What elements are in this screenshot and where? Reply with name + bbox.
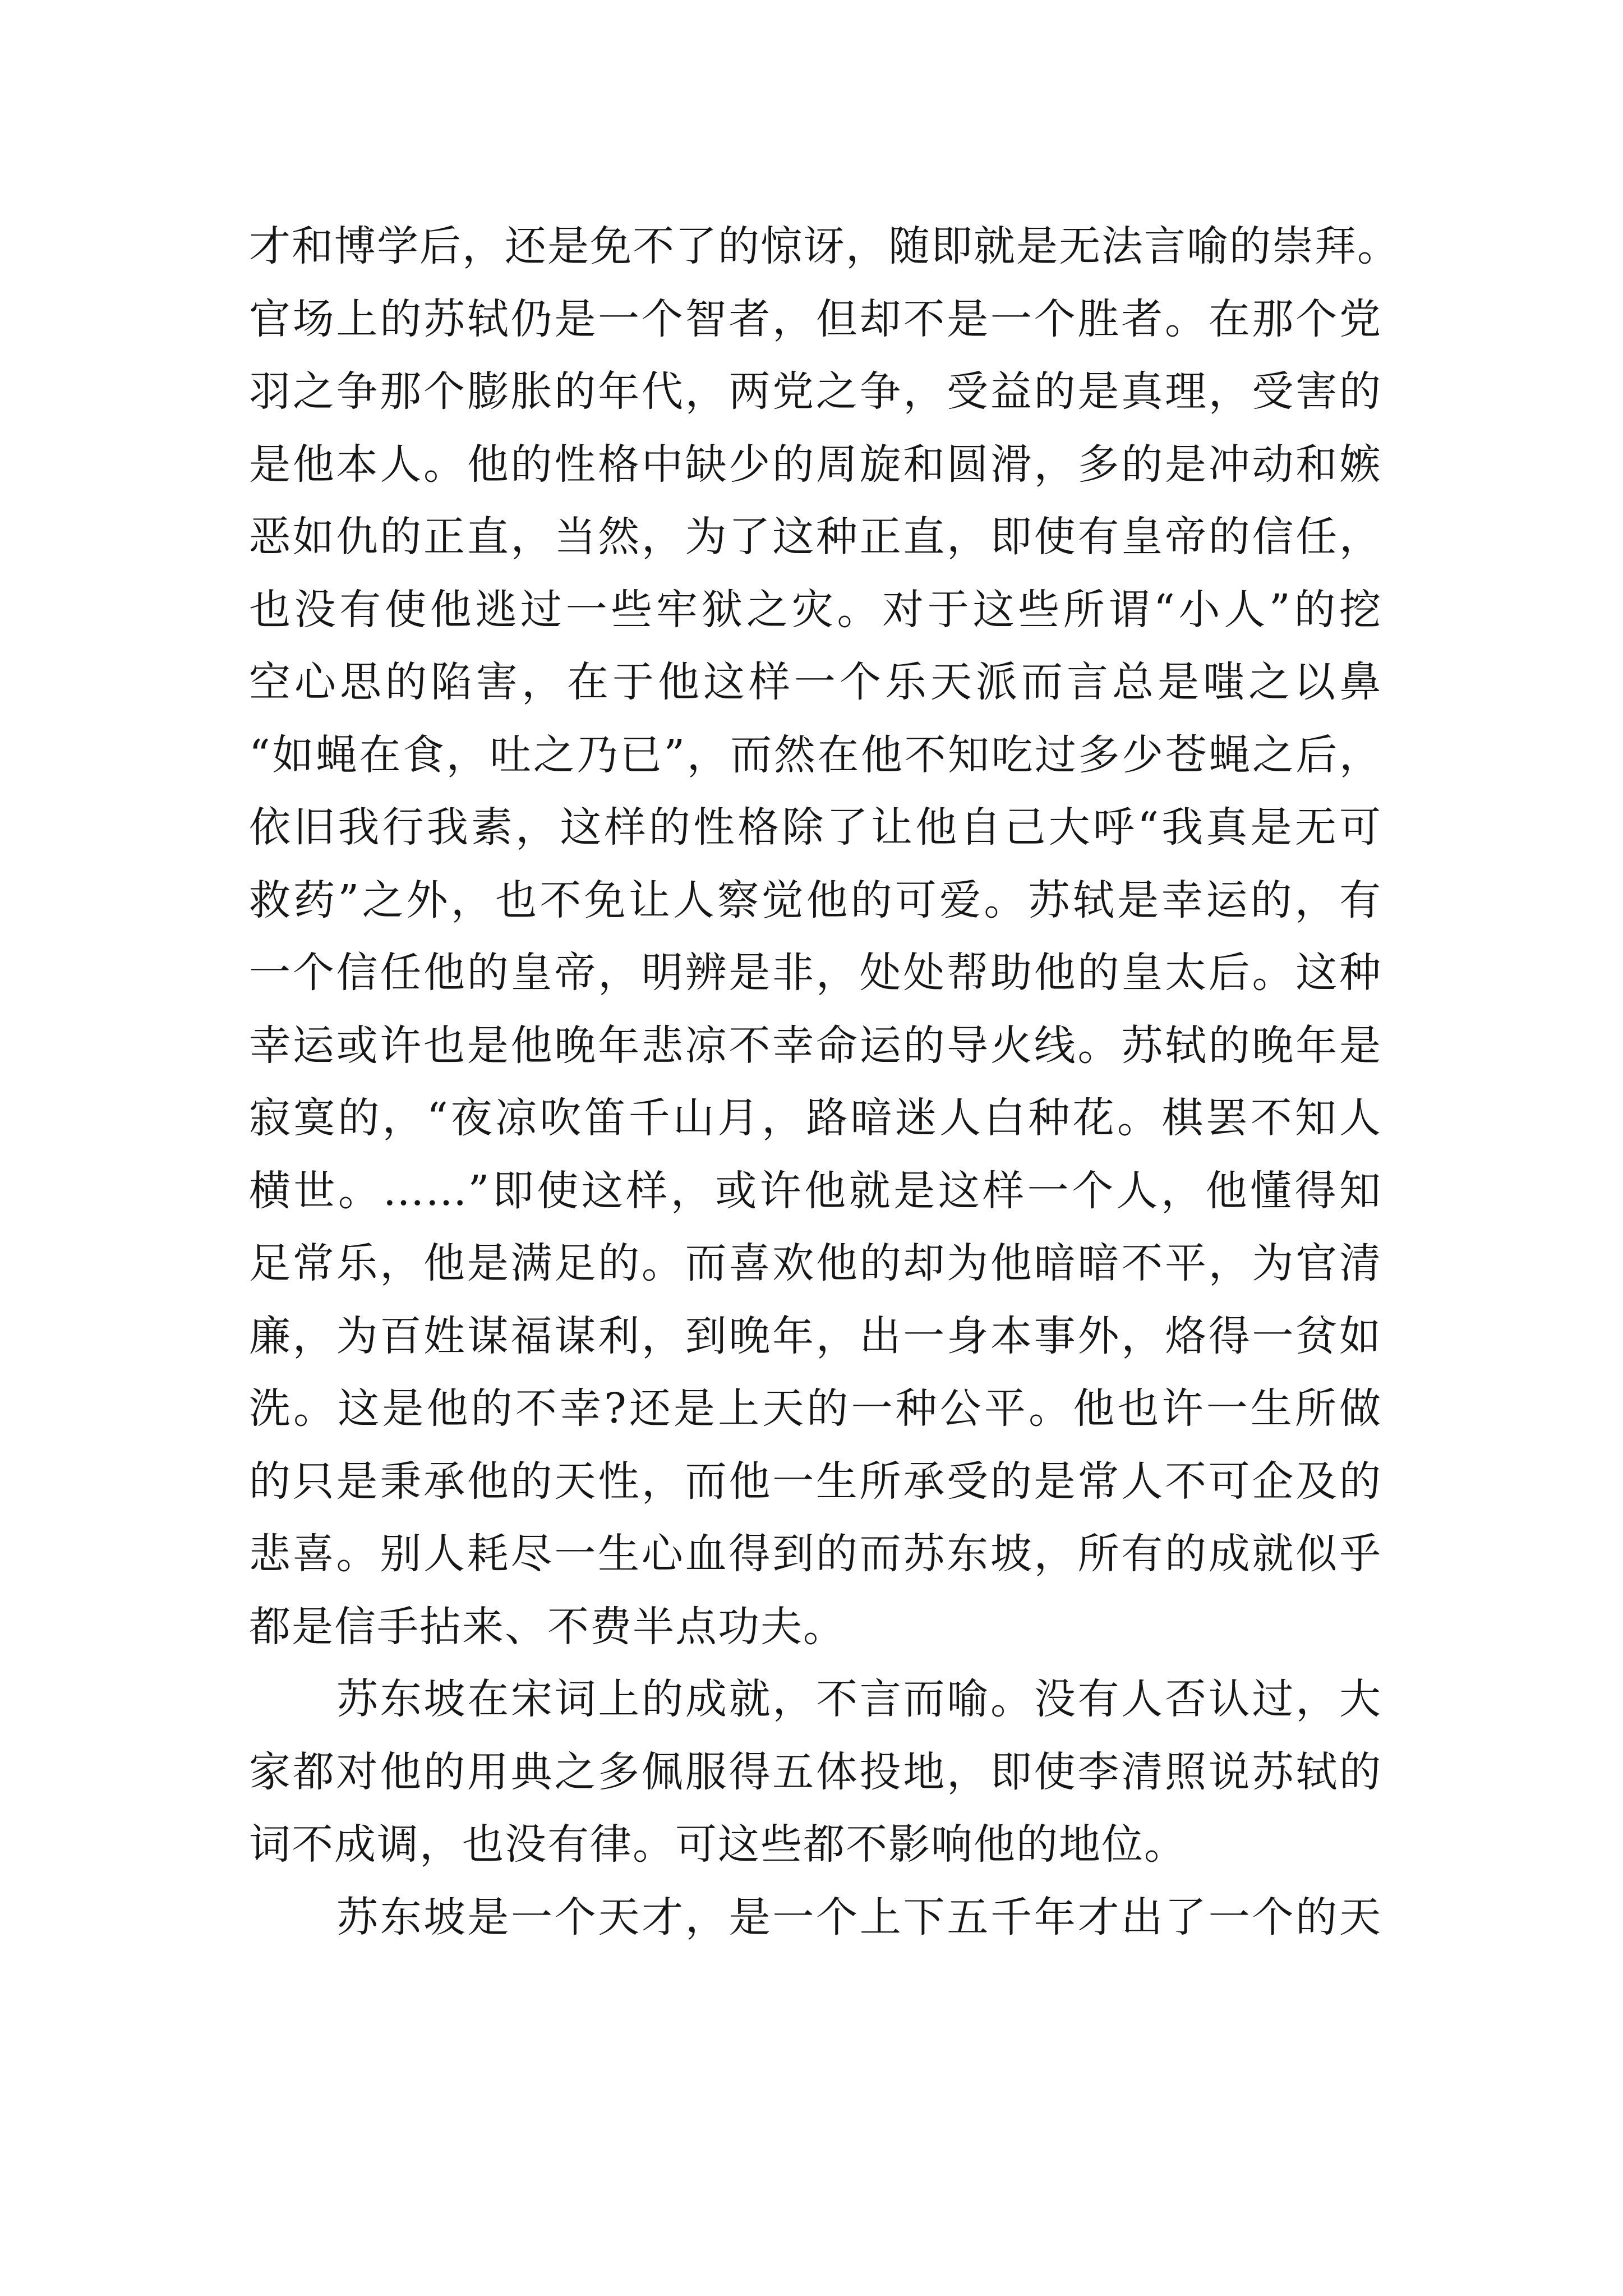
text-line: 依旧我行我素，这样的性格除了让他自己大呼“我真是无可	[249, 803, 1382, 852]
text-line: 寂寞的，“夜凉吹笛千山月，路暗迷人白种花。棋罢不知人	[249, 1094, 1382, 1142]
text-line: 一个信任他的皇帝，明辨是非，处处帮助他的皇太后。这种	[249, 949, 1382, 997]
text-line: 悲喜。别人耗尽一生心血得到的而苏东坡，所有的成就似乎	[249, 1530, 1382, 1578]
body-text	[249, 210, 1400, 1954]
text-line: 才和博学后，还是免不了的惊讶，随即就是无法言喻的崇拜。	[249, 222, 1400, 270]
text-line: 廉，为百姓谋福谋利，到晚年，出一身本事外，烙得一贫如	[249, 1312, 1382, 1360]
paragraph-first-line: 苏东坡在宋词上的成就，不言而喻。没有人否认过，大	[336, 1675, 1382, 1723]
text-line: 羽之争那个膨胀的年代，两党之争，受益的是真理，受害的	[249, 367, 1382, 416]
text-line: “如蝇在食，吐之乃已”，而然在他不知吃过多少苍蝇之后，	[249, 730, 1382, 779]
text-line: 洗。这是他的不幸?还是上天的一种公平。他也许一生所做	[249, 1384, 1382, 1433]
text-line: 也没有使他逃过一些牢狱之灾。对于这些所谓“小人”的挖	[249, 585, 1382, 634]
text-line: 恶如仇的正直，当然，为了这种正直，即使有皇帝的信任，	[249, 513, 1382, 561]
text-line: 横世。……”即使这样，或许他就是这样一个人，他懂得知	[249, 1166, 1382, 1215]
text-line: 空心思的陷害，在于他这样一个乐天派而言总是嗤之以鼻	[249, 658, 1382, 706]
text-line: 幸运或许也是他晚年悲凉不幸命运的导火线。苏轼的晚年是	[249, 1021, 1382, 1070]
text-line: 都是信手拈来、不费半点功夫。	[249, 1602, 846, 1651]
text-line: 是他本人。他的性格中缺少的周旋和圆滑，多的是冲动和嫉	[249, 440, 1382, 489]
text-line: 救药”之外，也不免让人察觉他的可爱。苏轼是幸运的，有	[249, 876, 1382, 924]
text-line: 词不成调，也没有律。可这些都不影响他的地位。	[249, 1820, 1187, 1869]
paragraph-first-line: 苏东坡是一个天才，是一个上下五千年才出了一个的天	[336, 1893, 1382, 1941]
text-line: 的只是秉承他的天性，而他一生所承受的是常人不可企及的	[249, 1457, 1382, 1506]
text-line: 官场上的苏轼仍是一个智者，但却不是一个胜者。在那个党	[249, 295, 1382, 343]
text-line: 足常乐，他是满足的。而喜欢他的却为他暗暗不平，为官清	[249, 1239, 1382, 1287]
text-line: 家都对他的用典之多佩服得五体投地，即使李清照说苏轼的	[249, 1747, 1382, 1796]
